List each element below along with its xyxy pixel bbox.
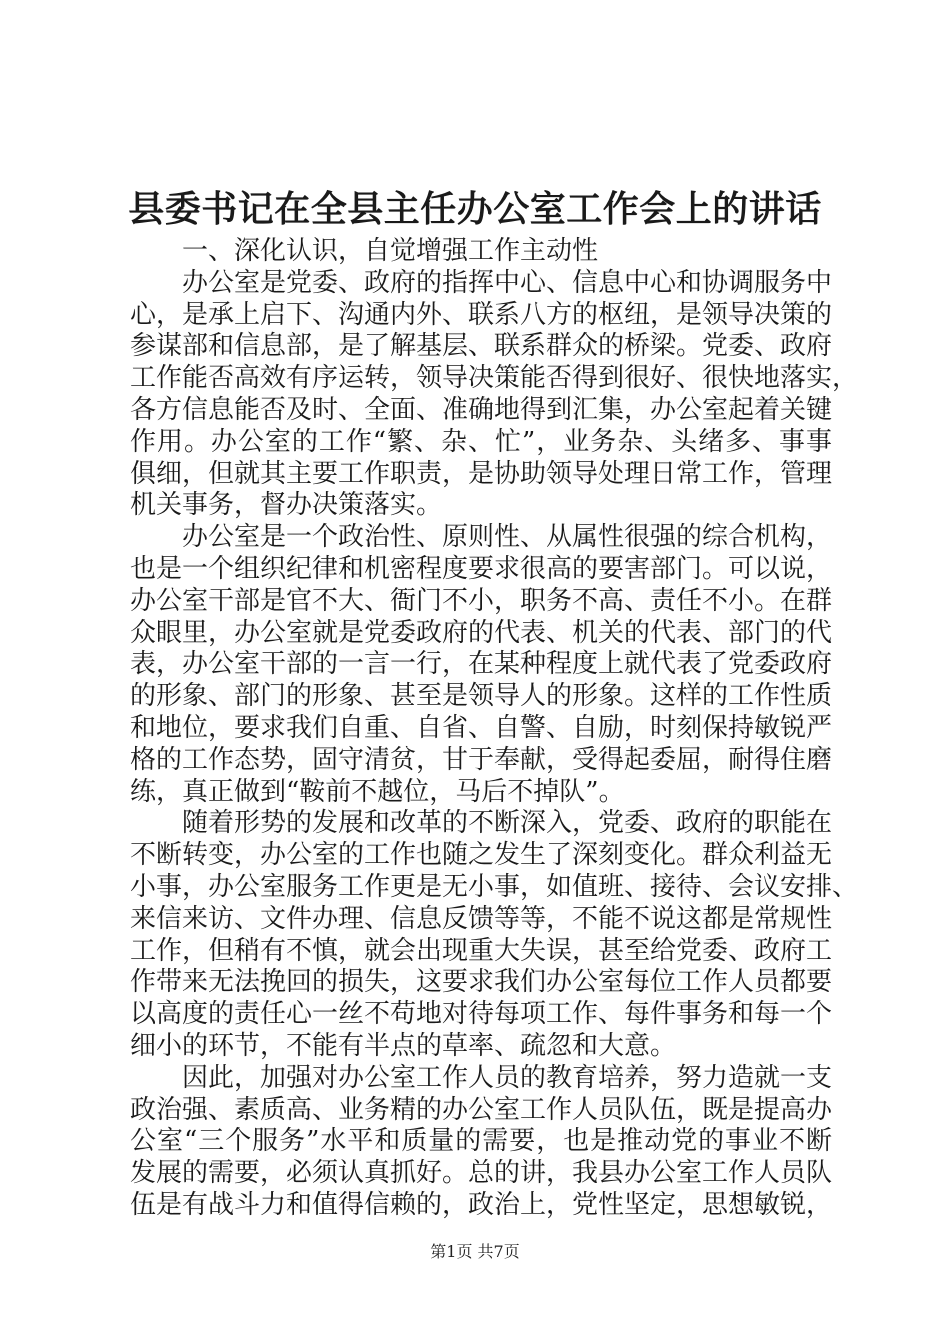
text-line: 工作，但稍有不慎，就会出现重大失误，甚至给党委、政府工 bbox=[130, 935, 833, 966]
text-line: 表，办公室干部的一言一行，在某种程度上就代表了党委政府 bbox=[130, 649, 833, 680]
text-line: 办公室是党委、政府的指挥中心、信息中心和协调服务中 bbox=[182, 267, 833, 298]
text-line: 小事，办公室服务工作更是无小事，如值班、接待、会议安排、 bbox=[130, 871, 859, 902]
text-line: 因此，加强对办公室工作人员的教育培养，努力造就一支 bbox=[182, 1062, 833, 1093]
text-line: 公室“三个服务”水平和质量的需要，也是推动党的事业不断 bbox=[130, 1126, 832, 1157]
text-line: 各方信息能否及时、全面、准确地得到汇集，办公室起着关键 bbox=[130, 394, 833, 425]
text-line: 俱细，但就其主要工作职责，是协助领导处理日常工作，管理 bbox=[130, 458, 833, 489]
text-line: 作带来无法挽回的损失，这要求我们办公室每位工作人员都要 bbox=[130, 967, 833, 998]
text-line: 办公室是一个政治性、原则性、从属性很强的综合机构， bbox=[182, 522, 833, 553]
text-line: 发展的需要，必须认真抓好。总的讲，我县办公室工作人员队 bbox=[130, 1158, 833, 1189]
text-line: 办公室干部是官不大、衙门不小，职务不高、责任不小。在群 bbox=[130, 585, 833, 616]
text-line: 格的工作态势，固守清贫，甘于奉献，受得起委屈，耐得住磨 bbox=[130, 744, 833, 775]
section-heading: 一、深化认识，自觉增强工作主动性 bbox=[182, 236, 599, 266]
text-line: 的形象、部门的形象、甚至是领导人的形象。这样的工作性质 bbox=[130, 681, 833, 712]
text-line: 不断转变，办公室的工作也随之发生了深刻变化。群众利益无 bbox=[130, 840, 833, 871]
text-line: 以高度的责任心一丝不苟地对待每项工作、每件事务和每一个 bbox=[130, 999, 833, 1030]
text-line: 作用。办公室的工作“繁、杂、忙”，业务杂、头绪多、事事 bbox=[130, 426, 832, 457]
page-indicator: 第1页 共7页 bbox=[430, 1242, 520, 1261]
text-line: 众眼里，办公室就是党委政府的代表、机关的代表、部门的代 bbox=[130, 617, 833, 648]
text-line: 政治强、素质高、业务精的办公室工作人员队伍，既是提高办 bbox=[130, 1094, 833, 1125]
text-line: 随着形势的发展和改革的不断深入，党委、政府的职能在 bbox=[182, 808, 833, 839]
text-line: 和地位，要求我们自重、自省、自警、自励，时刻保持敏锐严 bbox=[130, 712, 833, 743]
text-line: 心，是承上启下、沟通内外、联系八方的枢纽，是领导决策的 bbox=[130, 299, 833, 330]
text-line: 练，真正做到“鞍前不越位，马后不掉队”。 bbox=[130, 776, 625, 807]
document-body bbox=[130, 236, 859, 1222]
text-line: 伍是有战斗力和值得信赖的，政治上，党性坚定，思想敏锐， bbox=[130, 1189, 833, 1220]
text-line: 参谋部和信息部，是了解基层、联系群众的桥梁。党委、政府 bbox=[130, 331, 833, 362]
document-title: 县委书记在全县主任办公室工作会上的讲话 bbox=[128, 188, 822, 230]
text-line: 工作能否高效有序运转，领导决策能否得到很好、很快地落实， bbox=[130, 363, 859, 394]
text-line: 细小的环节，不能有半点的草率、疏忽和大意。 bbox=[130, 1030, 677, 1061]
text-line: 机关事务，督办决策落实。 bbox=[130, 490, 443, 521]
text-line: 来信来访、文件办理、信息反馈等等，不能不说这都是常规性 bbox=[130, 903, 833, 934]
text-line: 也是一个组织纪律和机密程度要求很高的要害部门。可以说， bbox=[130, 553, 833, 584]
